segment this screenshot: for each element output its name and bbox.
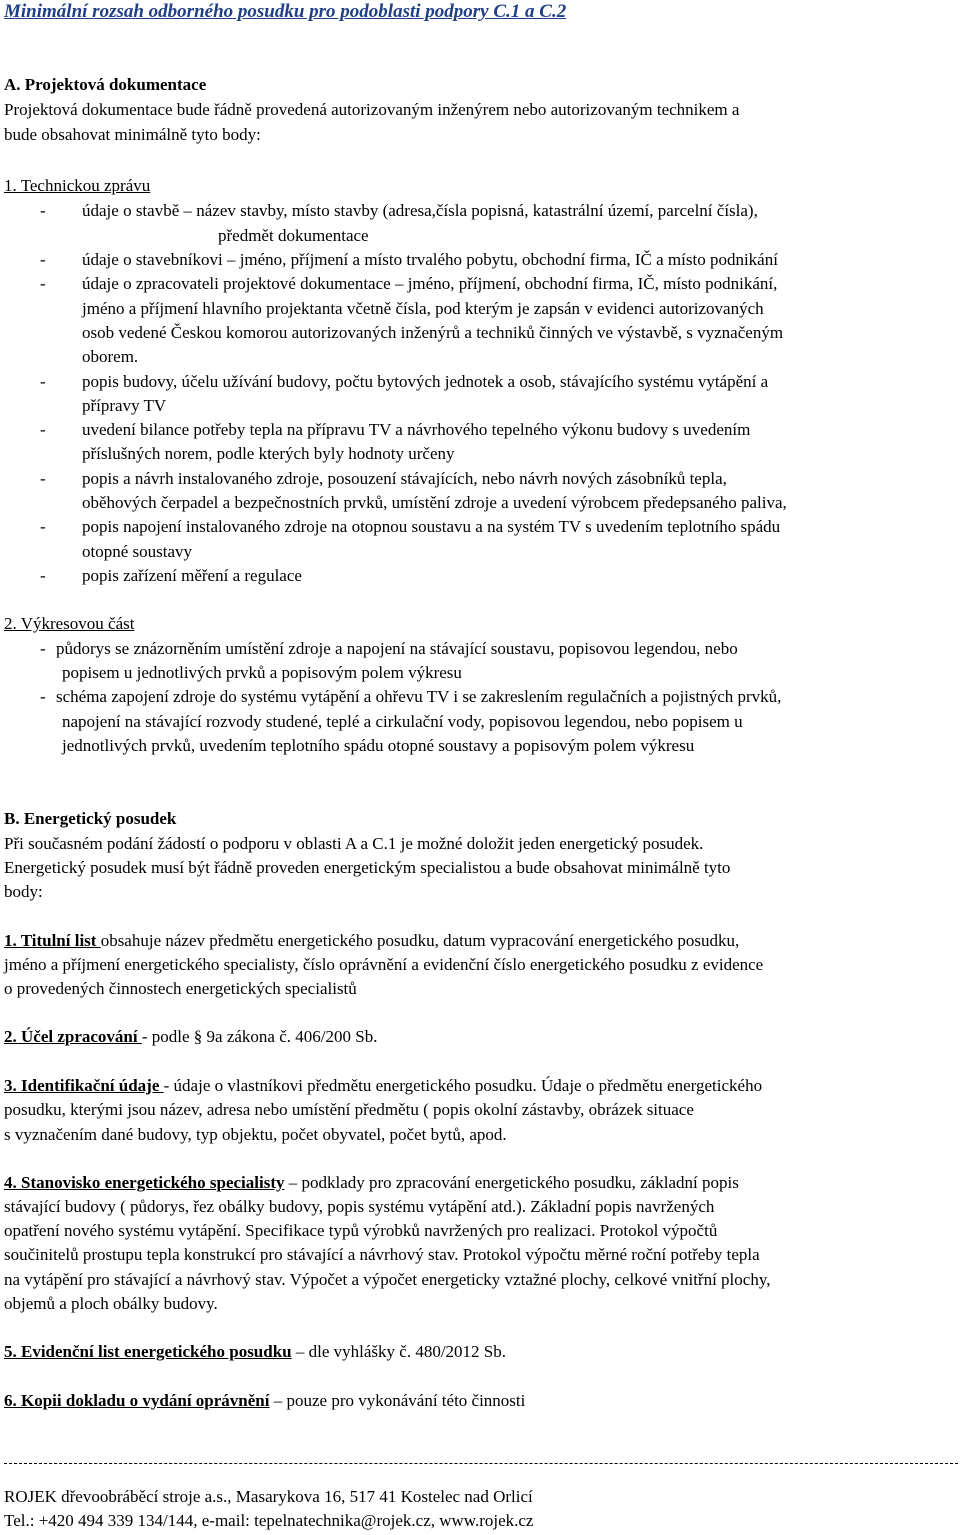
part1-heading: 1. Technickou zprávu xyxy=(4,176,151,195)
bullet-dash: - xyxy=(40,517,46,536)
point-4-text: – podklady pro zpracování energetického posudku, základní popis xyxy=(284,1173,739,1192)
point-5-label: 5. Evidenční list energetického posudku xyxy=(4,1342,292,1361)
point-4 xyxy=(4,1171,739,1195)
bullet-dash: - xyxy=(40,274,46,293)
point-4-label: 4. Stanovisko energetického specialisty xyxy=(4,1173,285,1192)
point-4-line: na vytápění pro stávající a návrhový stav. Výpočet a výpočet energeticky vztažné plochy, celkové vnitřní plochy, xyxy=(4,1270,771,1289)
point-1-line: jméno a příjmení energetického specialisty, číslo oprávnění a evidenční číslo energetického posudku z evidence xyxy=(4,955,764,974)
point-3-line: s vyznačením dané budovy, typ objektu, počet obyvatel, počet bytů, apod. xyxy=(4,1125,507,1144)
point-6 xyxy=(4,1389,525,1413)
point-4-line: opatření nového systému vytápění. Specifikace typů výrobků navržených pro realizaci. Protokol výpočtů xyxy=(4,1221,718,1240)
section-b-heading: B. Energetický posudek xyxy=(4,809,177,828)
part1-item-line: přípravy TV xyxy=(82,396,167,415)
bullet-dash: - xyxy=(40,250,46,269)
point-4-line: objemů a ploch obálky budovy. xyxy=(4,1294,218,1313)
point-2-text: - podle § 9a zákona č. 406/200 Sb. xyxy=(141,1027,378,1046)
part1-item-line: oborem. xyxy=(82,347,139,366)
bullet-dash: - xyxy=(40,687,46,706)
section-a-intro-line: Projektová dokumentace bude řádně provedená autorizovaným inženýrem nebo autorizovaným technikem a xyxy=(4,100,740,119)
part2-item-line: schéma zapojení zdroje do systému vytápění a ohřevu TV i se zakreslením regulačních a pojistných prvků, xyxy=(56,687,782,706)
point-4-line: stávající budovy ( půdorys, řez obálky budovy, popis systému vytápění atd.). Základní popis navržených xyxy=(4,1197,715,1216)
part1-item-line: údaje o zpracovateli projektové dokumentace – jméno, příjmení, obchodní firma, IČ, místo podnikání, xyxy=(82,274,778,293)
point-6-label: 6. Kopii dokladu o vydání oprávnění xyxy=(4,1391,270,1410)
part1-item-line: uvedení bilance potřeby tepla na přípravu TV a návrhového tepelného výkonu budovy s uvedením xyxy=(82,420,751,439)
section-b-intro-line: Energetický posudek musí být řádně proveden energetickým specialistou a bude obsahovat minimálně tyto xyxy=(4,858,731,877)
document-title: Minimální rozsah odborného posudku pro podoblasti podpory C.1 a C.2 xyxy=(4,1,567,22)
point-1-line: o provedených činnostech energetických specialistů xyxy=(4,979,357,998)
part2-item-line: napojení na stávající rozvody studené, teplé a cirkulační vody, popisovou legendou, nebo popisem u xyxy=(62,712,743,731)
part1-item-line: předmět dokumentace xyxy=(218,226,369,245)
footer-company: ROJEK dřevoobráběcí stroje a.s., Masarykova 16, 517 41 Kostelec nad Orlicí xyxy=(4,1487,533,1506)
part1-item-line: popis napojení instalovaného zdroje na otopnou soustavu a na systém TV s uvedením teplotního spádu xyxy=(82,517,781,536)
part2-item-line: jednotlivých prvků, uvedením teplotního spádu otopné soustavy a popisovým polem výkresu xyxy=(62,736,695,755)
point-3 xyxy=(4,1074,762,1098)
part1-item-line: údaje o stavebníkovi – jméno, příjmení a místo trvalého pobytu, obchodní firma, IČ a místo podnikání xyxy=(82,250,778,269)
footer-contact: Tel.: +420 494 339 134/144, e-mail: tepelnatechnika@rojek.cz, www.rojek.cz xyxy=(4,1511,534,1530)
section-a-heading: A. Projektová dokumentace xyxy=(4,75,207,94)
part1-item-line: příslušných norem, podle kterých byly hodnoty určeny xyxy=(82,444,455,463)
point-1-label: 1. Titulní list xyxy=(4,931,101,950)
section-b-intro-line: Při současném podání žádostí o podporu v oblasti A a C.1 je možné doložit jeden energetický posudek. xyxy=(4,834,704,853)
part2-item-line: půdorys se znázorněním umístění zdroje a napojení na stávající soustavu, popisovou legendou, nebo xyxy=(56,639,738,658)
point-3-text: - údaje o vlastníkovi předmětu energetického posudku. Údaje o předmětu energetického xyxy=(163,1076,763,1095)
part1-item-line: popis zařízení měření a regulace xyxy=(82,566,302,585)
part1-item-line: popis a návrh instalovaného zdroje, posouzení stávajících, nebo návrh nových zásobníků tepla, xyxy=(82,469,727,488)
bullet-dash: - xyxy=(40,372,46,391)
point-4-line: součinitelů prostupu tepla konstrukcí pro stávající a návrhový stav. Protokol výpočtu měrné roční potřeby tepla xyxy=(4,1245,760,1264)
part1-item-line: otopné soustavy xyxy=(82,542,193,561)
part2-item-line: popisem u jednotlivých prvků a popisovým polem výkresu xyxy=(62,663,462,682)
point-3-label: 3. Identifikační údaje xyxy=(4,1076,164,1095)
part1-item-line: osob vedené Českou komorou autorizovaných inženýrů a techniků činných ve výstavbě, s vyznačeným xyxy=(82,323,784,342)
point-2-label: 2. Účel zpracování xyxy=(4,1027,142,1046)
part1-item-line: jméno a příjmení hlavního projektanta včetně čísla, pod kterým je zapsán v evidenci autorizovaných xyxy=(82,299,764,318)
point-6-text: – pouze pro vykonávání této činnosti xyxy=(269,1391,526,1410)
part2-heading: 2. Výkresovou část xyxy=(4,614,135,633)
part1-item-line: popis budovy, účelu užívání budovy, počtu bytových jednotek a osob, stávajícího systému vytápění a xyxy=(82,372,769,391)
point-5-text: – dle vyhlášky č. 480/2012 Sb. xyxy=(291,1342,507,1361)
part1-item-line: údaje o stavbě – název stavby, místo stavby (adresa,čísla popisná, katastrální území, parcelní čísla), xyxy=(82,201,758,220)
section-a-intro-line: bude obsahovat minimálně tyto body: xyxy=(4,125,261,144)
point-1-text: obsahuje název předmětu energetického posudku, datum vypracování energetického posudku, xyxy=(100,931,740,950)
bullet-dash: - xyxy=(40,639,46,658)
point-1 xyxy=(4,929,739,953)
bullet-dash: - xyxy=(40,420,46,439)
section-b-intro-line: body: xyxy=(4,882,43,901)
point-2 xyxy=(4,1025,377,1049)
footer-divider xyxy=(4,1463,958,1464)
bullet-dash: - xyxy=(40,469,46,488)
bullet-dash: - xyxy=(40,566,46,585)
bullet-dash: - xyxy=(40,201,46,220)
point-3-line: posudku, kterými jsou název, adresa nebo umístění předmětu ( popis okolní zástavby, obrázek situace xyxy=(4,1100,694,1119)
point-5 xyxy=(4,1340,506,1364)
part1-item-line: oběhových čerpadel a bezpečnostních prvků, umístění zdroje a uvedení výrobcem předepsaného paliva, xyxy=(82,493,787,512)
